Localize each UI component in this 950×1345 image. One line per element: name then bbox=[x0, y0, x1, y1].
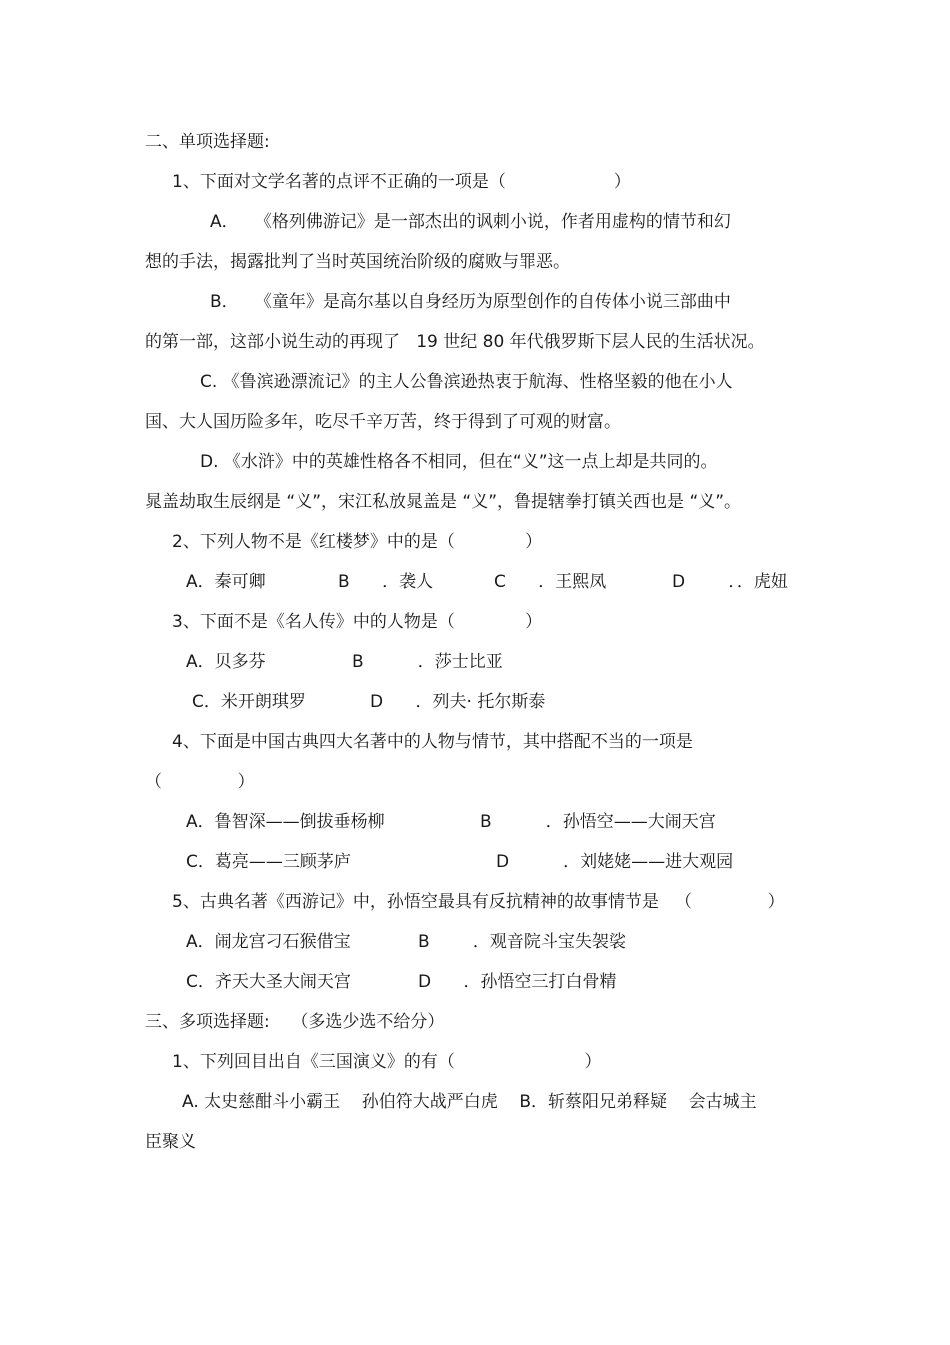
q4-stem: 4、下面是中国古典四大名著中的人物与情节，其中搭配不当的一项是 bbox=[172, 732, 693, 752]
q4-option-d: D ．刘姥姥——进大观园 bbox=[496, 852, 734, 872]
q2-stem: 2、下列人物不是《红楼梦》中的是（ ） bbox=[172, 532, 543, 552]
s3-q1-options-line2: 臣聚义 bbox=[145, 1132, 196, 1152]
q2-option-a: A．秦可卿 bbox=[186, 572, 266, 592]
q4-option-a: A．鲁智深——倒拔垂杨柳 bbox=[186, 812, 385, 832]
q3-option-a: A．贝多芬 bbox=[186, 652, 266, 672]
q1-option-a-line1: A． 《格列佛游记》是一部杰出的讽刺小说，作者用虚构的情节和幻 bbox=[210, 212, 731, 232]
q1-option-d-line1: D. 《水浒》中的英雄性格各不相同，但在“义”这一点上却是共同的。 bbox=[200, 452, 718, 472]
q2-option-c: C ．王熙凤 bbox=[494, 572, 607, 592]
q1-option-b-line1: B． 《童年》是高尔基以自身经历为原型创作的自传体小说三部曲中 bbox=[210, 292, 731, 312]
q5-option-d: D ．孙悟空三打白骨精 bbox=[418, 972, 617, 992]
q1-stem: 1、下面对文学名著的点评不正确的一项是（ ） bbox=[172, 172, 631, 192]
q3-option-c: C．米开朗琪罗 bbox=[192, 692, 306, 712]
q5-option-b: B ．观音院斗宝失袈裟 bbox=[418, 932, 626, 952]
q1-option-c-line2: 国、大人国历险多年，吃尽千辛万苦，终于得到了可观的财富。 bbox=[145, 412, 621, 432]
q3-option-b: B ．莎士比亚 bbox=[352, 652, 503, 672]
section-3-heading: 三、多项选择题: （多选少选不给分） bbox=[145, 1012, 445, 1032]
q1-option-b-line2: 的第一部，这部小说生动的再现了 19 世纪 80 年代俄罗斯下层人民的生活状况。 bbox=[145, 332, 765, 352]
q1-option-d-line2: 晁盖劫取生辰纲是 “义”，宋江私放晁盖是 “义”，鲁提辖拳打镇关西也是 “义”。 bbox=[145, 492, 742, 512]
q5-stem: 5、古典名著《西游记》中，孙悟空最具有反抗精神的故事情节是 （ ） bbox=[172, 892, 785, 912]
q3-stem: 3、下面不是《名人传》中的人物是（ ） bbox=[172, 612, 543, 632]
s3-q1-options-line1: A. 太史慈酣斗小霸王 孙伯符大战严白虎 B．斩蔡阳兄弟释疑 会古城主 bbox=[182, 1092, 757, 1112]
q4-option-b: B ．孙悟空——大闹天宫 bbox=[480, 812, 716, 832]
q5-option-a: A．闹龙宫刁石猴借宝 bbox=[186, 932, 351, 952]
q2-option-d: D ．．虎妞 bbox=[672, 572, 788, 592]
q4-option-c: C．葛亮——三顾茅庐 bbox=[186, 852, 351, 872]
s3-q1-stem: 1、下列回目出自《三国演义》的有（ ） bbox=[172, 1052, 602, 1072]
section-2-heading: 二、单项选择题: bbox=[145, 132, 270, 152]
q5-option-c: C．齐天大圣大闹天宫 bbox=[186, 972, 351, 992]
q2-option-b: B ．袭人 bbox=[338, 572, 434, 592]
q4-answer-paren: （ ） bbox=[145, 772, 255, 792]
q3-option-d: D ．列夫· 托尔斯泰 bbox=[370, 692, 546, 712]
q1-option-a-line2: 想的手法，揭露批判了当时英国统治阶级的腐败与罪恶。 bbox=[145, 252, 570, 272]
q1-option-c-line1: C. 《鲁滨逊漂流记》的主人公鲁滨逊热衷于航海、性格坚毅的他在小人 bbox=[200, 372, 733, 392]
